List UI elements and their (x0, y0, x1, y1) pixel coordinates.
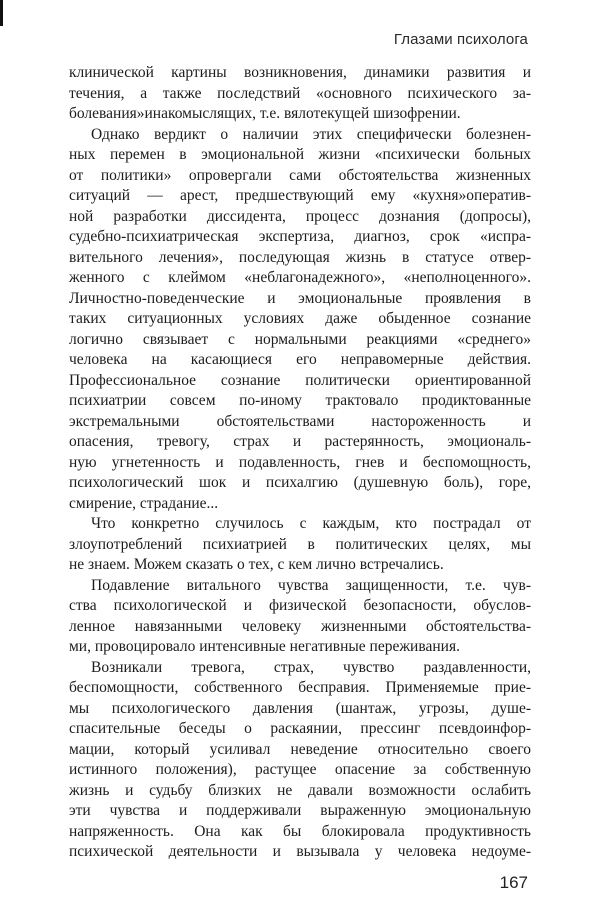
text-line: ной разработки диссидента, процесс дознания (допросы), (69, 207, 531, 225)
text-line: ми, провоцировало интенсивные негативные переживания. (69, 638, 460, 655)
text-line: истинного положения), растущее опасение за собственную (69, 761, 531, 778)
paragraph-first-line: Что конкретно случилось с каждым, кто пострадал от (91, 515, 531, 532)
paragraph-first-line: Возникали тревога, страх, чувство раздавленности, (91, 658, 531, 676)
text-line: ства психологической и физической безопасности, обуслов- (69, 597, 531, 614)
page-edge-bar (0, 0, 3, 26)
text-line: клинической картины возникновения, динамики развития и (69, 64, 531, 81)
text-line: опасения, тревогу, страх и растерянность, эмоциональ- (69, 433, 531, 450)
text-line: психологический шок и психалгию (душевную боль), горе, (69, 474, 531, 491)
text-line: не знаем. Можем сказать о тех, с кем лично встречались. (69, 556, 444, 573)
text-line: ную угнетенность и подавленность, гнев и беспомощность, (69, 453, 531, 471)
running-head: Глазами психолога (393, 31, 528, 48)
text-line: Личностно-поведенческие и эмоциональные проявления в (69, 289, 531, 307)
text-line: течения, а также последствий «основного психического за- (69, 84, 531, 102)
text-line: женного с клеймом «неблагонадежного», «неполноценного». (69, 269, 531, 286)
text-line: человека на касающиеся его неправомерные действия. (69, 351, 531, 368)
text-line: эти чувства и поддерживали выраженную эмоциональную (69, 802, 531, 819)
text-line: психиатрии совсем по-иному трактовало продиктованные (69, 392, 531, 409)
text-line: жизнь и судьбу близких не давали возможности ослабить (69, 781, 531, 799)
text-line: вительного лечения», последующая жизнь в статусе отвер- (69, 248, 531, 266)
paragraph-first-line: Однако вердикт о наличии этих специфически болезнен- (91, 125, 531, 143)
paragraph-first-line: Подавление витального чувства защищенности, т.е. чув- (91, 576, 531, 594)
text-line: таких ситуационных условиях даже обыденное сознание (69, 310, 531, 327)
text-line: мации, который усиливал неведение относительно своего (69, 740, 531, 758)
text-line: злоупотреблений психиатрией в политических целях, мы (69, 535, 531, 553)
text-line: от политики» опровергали сами обстоятельства жизненных (69, 166, 531, 184)
text-line: психической деятельности и вызывала у человека недоуме- (69, 843, 531, 860)
text-line: экстремальными обстоятельствами настороженность и (69, 412, 531, 430)
text-line: ленное навязанными человеку жизненными обстоятельства- (69, 617, 531, 635)
text-line: логично связывает с нормальными реакциями «среднего» (69, 330, 531, 348)
text-line: ных перемен в эмоциональной жизни «психически больных (69, 146, 531, 163)
page-number: 167 (499, 873, 528, 892)
text-line: Профессиональное сознание политически ориентированной (69, 371, 531, 389)
text-line: мы психологического давления (шантаж, угрозы, душе- (69, 699, 531, 717)
text-line: беспомощности, собственного бесправия. Применяемые прие- (69, 679, 531, 696)
text-line: спасительные беседы о раскаянии, прессинг псевдоинфор- (69, 720, 531, 737)
body-text (69, 63, 531, 863)
text-line: напряженность. Она как бы блокировала продуктивность (69, 822, 531, 840)
text-line: болевания»инакомыслящих, т.е. вялотекущей шизофрении. (69, 105, 461, 122)
text-line: смирение, страдание... (69, 494, 219, 512)
text-line: судебно-психиатрическая экспертиза, диагноз, срок «испра- (69, 228, 531, 245)
text-line: ситуаций — арест, предшествующий ему «кухня»оператив- (69, 187, 531, 204)
